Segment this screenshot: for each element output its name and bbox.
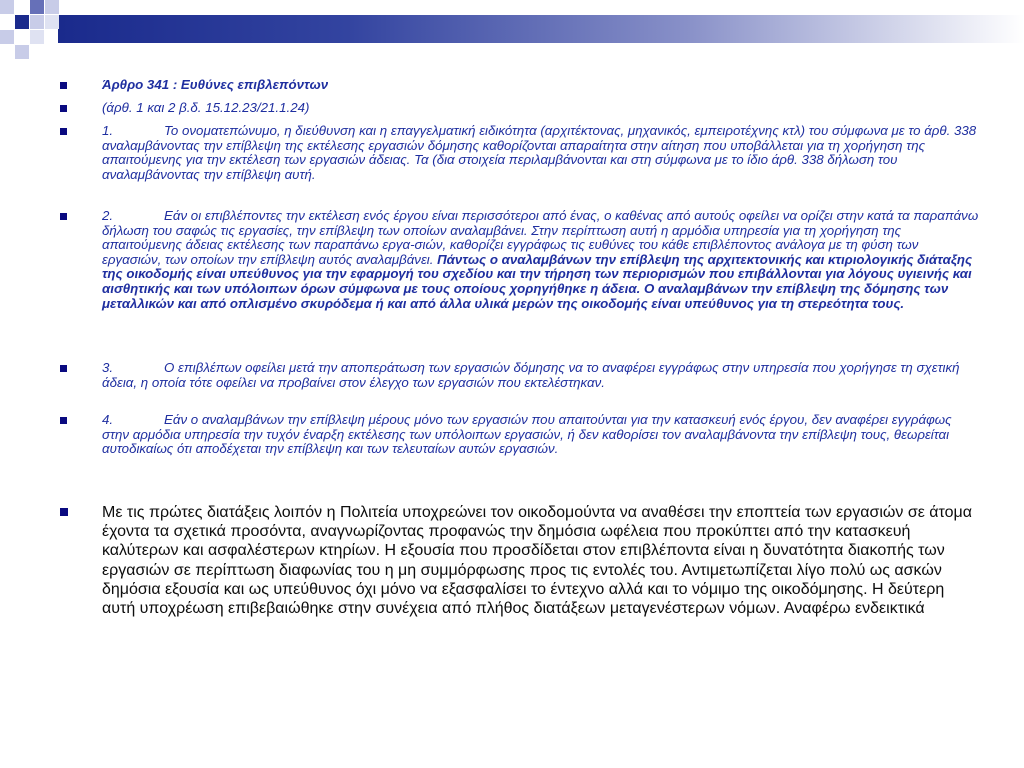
article-reference-text: (άρθ. 1 και 2 β.δ. 15.12.23/21.1.24) <box>102 100 310 115</box>
paragraph-body: Εάν οι επιβλέποντες την εκτέλεση ενός έργου είναι περισσότεροι από ένας, ο καθένας από αυτούς οφείλει να ορίζει στην κατά τα παραπάνω δήλωση του σαφώς τις εργασίες, την επίβλεψη των οποίων αναλαμβάνει. Στην περίπτωση αυτή η αρμόδια υπηρεσία για τη χορήγηση της απαιτούμενης άδειας εκτέλεσης των παραπάνω εργα-σιών, καθορίζει εγγράφως τις ευθύνες του κάθε επιβλέποντος ανάλογα με τη φύση των εργασιών, των οποίων την επίβλεψη αυτός αναλαμβάνει. <box>102 208 979 267</box>
paragraph-4-text <box>102 413 980 457</box>
banner-square <box>30 30 44 44</box>
paragraph-3 <box>60 361 980 390</box>
banner-square <box>0 30 14 44</box>
bullet-icon <box>60 365 67 372</box>
banner-square <box>15 45 29 59</box>
paragraph-2 <box>60 209 980 311</box>
bullet-icon <box>60 105 67 112</box>
paragraph-bold-body: Πάντως ο αναλαμβάνων την επίβλεψη της αρχιτεκτονικής και κτιριολογικής διάταξης της οικοδομής είναι υπεύθυνος για την εφαρμογή του σχεδίου και την τήρηση των περιορισμών που επιβάλλονται για λόγους υγιεινής και αισθητικής και των υπόλοιπων όρων σύμφωνα με τους οποίους χορηγήθηκε η άδεια. Ο αναλαμβάνων την επίβλεψη της δόμησης των μεταλλικών και από οπλισμένο σκυρόδεμα ή και από άλλα υλικά μερών της οικοδομής είναι υπεύθυνος για τη στερεότητα τους. <box>102 251 973 311</box>
commentary-paragraph <box>60 503 980 618</box>
slide-banner <box>0 0 1024 70</box>
bullet-icon <box>60 128 67 135</box>
banner-square <box>0 0 14 14</box>
paragraph-number: 1. <box>102 123 114 138</box>
bullet-icon <box>60 82 67 89</box>
banner-square <box>30 15 44 29</box>
paragraph-body: Το ονοματεπώνυμο, η διεύθυνση και η επαγγελματική ειδικότητα (αρχιτέκτονας, μηχανικός, εμπειροτέχνης κτλ) του σύμφωνα με το άρθ. 338 αναλαμβάνοντας την επίβλεψη της εκτέλεσης εργασιών δόμησης καθορίζονται απαραίτητα στην αίτηση που υποβάλλεται για τη χορήγηση της απαιτούμενης για την εκτέλεση των εργασιών άδειας. Τα (δια στοιχεία περιλαμβάνονται και στη σύμφωνα με το ίδιο άρθ. 338 δήλωση του αναλαμβάνοντας την επίβλεψη αυτή. <box>102 123 977 182</box>
banner-square <box>15 15 29 29</box>
paragraph-3-text <box>102 361 980 390</box>
paragraph-number: 2. <box>102 208 114 223</box>
article-title <box>60 78 980 93</box>
gradient-bar <box>58 15 1024 43</box>
paragraph-2-text <box>102 209 980 311</box>
banner-square <box>45 15 59 29</box>
bullet-icon <box>60 213 67 220</box>
commentary-text: Με τις πρώτες διατάξεις λοιπόν η Πολιτεία υποχρεώνει τον οικοδομούντα να αναθέσει την εποπτεία των εργασιών σε άτομα έχοντα τα σχετικά προσόντα, αναγνωρίζοντας προφανώς την δημόσια ωφέλεια που προκύπτει από την κατασκευή καλύτερων και ασφαλέστερων κτηρίων. Η εξουσία που προσδίδεται στον επιβλέποντα είναι η δυνατότητα διακοπής των εργασιών σε περίπτωση διαφωνίας του η μη συμμόρφωσης προς τις εντολές του. Αντιμετωπίζεται λίγο πολύ ως ασκών δημόσια εξουσία και ως υπεύθυνος όχι μόνο να εξασφαλίσει το έντεχνο αλλά και το νόμιμο της οικοδόμησης. Η δεύτερη αυτή υποχρέωση επιβεβαιώθηκε στην συνέχεια από πλήθος διατάξεων μεταγενέστερων νόμων. Αναφέρω ενδεικτικά <box>102 504 973 618</box>
banner-square <box>30 0 44 14</box>
paragraph-1 <box>60 124 980 182</box>
paragraph-number: 3. <box>102 360 114 375</box>
paragraph-4 <box>60 413 980 457</box>
paragraph-1-text <box>102 124 980 182</box>
paragraph-number: 4. <box>102 412 114 427</box>
bullet-icon <box>60 508 68 516</box>
article-reference <box>60 101 980 116</box>
paragraph-body: Ο επιβλέπων οφείλει μετά την αποπεράτωση των εργασιών δόμησης να το αναφέρει εγγράφως στην υπηρεσία που χορήγησε τη σχετική άδεια, η οποία τότε οφείλει να προβαίνει στον έλεγχο των εργασιών που εκτελέστηκαν. <box>102 360 960 390</box>
article-title-text: Άρθρο 341 : Ευθύνες επιβλεπόντων <box>102 77 329 92</box>
bullet-icon <box>60 417 67 424</box>
banner-square <box>45 0 59 14</box>
paragraph-body: Εάν ο αναλαμβάνων την επίβλεψη μέρους μόνο των εργασιών που απαιτούνται για την κατασκευή ενός έργου, δεν αναφέρει εγγράφως στην αρμόδια υπηρεσία την τυχόν έναρξη εκτέλεσης των υπόλοιπων εργασιών, ή δεν καθορίσει τον αναλαμβάνοντα την επίβλεψη τους, θεωρείται αυτοδικαίως ότι αποδέχεται την επίβλεψη και των τελευταίων αυτών εργασιών. <box>102 412 952 457</box>
